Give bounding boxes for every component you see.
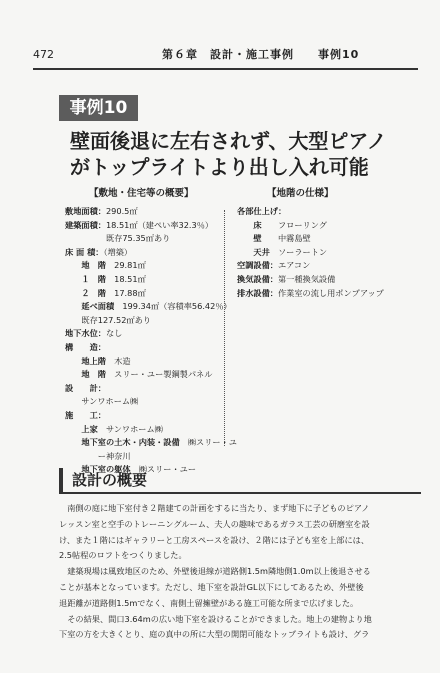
basement-spec-list — [237, 205, 422, 300]
spec-value: ー神奈川 — [65, 450, 131, 461]
body-line: レッスン室と空手のトレーニングルーム、夫人の趣味であるガラス工芸の研磨室を設 — [59, 518, 370, 529]
spec-key: 延べ面積 — [65, 301, 115, 312]
case-label: 事例10 — [59, 95, 138, 121]
spec-key: 設 計： — [65, 382, 106, 393]
chapter-title: 第６章 設計・施工事例 事例10 — [162, 48, 360, 61]
section-title: 設計の概要 — [72, 471, 148, 489]
spec-key: 換気設備： — [237, 273, 278, 284]
body-line: その結果、間口3.64mの広い地下室を設けることができました。地上の建物より地 — [59, 613, 372, 624]
spec-value: サンワホーム㈱ — [97, 423, 163, 434]
spec-value: 17.88㎡ — [105, 287, 146, 298]
spec-key: 地下室の土木・内装・設備 — [65, 437, 180, 448]
spec-line — [65, 450, 220, 464]
spec-line — [65, 382, 220, 396]
spec-line — [65, 423, 220, 437]
case-title — [70, 128, 410, 180]
spec-value: なし — [105, 328, 123, 339]
spec-value: 既存127.52㎡あり — [65, 314, 151, 325]
spec-value: エアコン — [277, 260, 311, 271]
body-line: 建築現場は風致地区のため、外壁後退線が道路側1.5m隣地側1.0m以上後退させる — [59, 566, 371, 577]
header-rule — [33, 68, 418, 70]
body-line: 南側の庭に地下室付き２階建ての計画をするに当たり、まず地下に子どものピアノ — [59, 503, 370, 513]
body-line: 2.5帖程のロフトをつくりました。 — [59, 550, 187, 561]
body-line: 退距離が道路側1.5mでなく、南側土留擁壁がある施工可能な所まで広げました。 — [59, 597, 359, 608]
spec-key: 地 階 — [65, 260, 106, 271]
spec-key: 壁 — [237, 233, 262, 244]
spec-key: 天井 — [237, 246, 270, 257]
spec-line — [65, 287, 220, 301]
spec-line — [65, 436, 237, 450]
spec-value: 199.34㎡（容積率56.42％） — [114, 301, 232, 312]
heading-bar — [59, 468, 63, 492]
spec-key: 床 — [237, 219, 262, 230]
spec-value: 第一種換気設備 — [277, 273, 336, 284]
spec-key: 建築面積： — [65, 219, 106, 230]
spec-line — [65, 395, 220, 409]
spec-key: 構 造： — [65, 341, 106, 352]
spec-line — [65, 368, 220, 382]
spec-line — [237, 287, 422, 301]
spec-key: 各部仕上げ： — [237, 206, 287, 216]
spec-key: 空調設備： — [237, 260, 278, 271]
spec-key: 上家 — [65, 423, 98, 434]
spec-value: 18.51㎡（建ぺい率32.3％） — [105, 219, 214, 230]
spec-key: 地下水位： — [65, 328, 106, 339]
spec-value: 作業室の流し用ポンプアップ — [277, 287, 384, 298]
spec-line — [237, 273, 422, 287]
spec-line — [237, 205, 422, 219]
spec-line — [237, 219, 422, 233]
spec-line — [65, 355, 220, 369]
spec-value: ㈱スリー・ユー — [130, 464, 197, 475]
spec-key: 地上階 — [65, 355, 106, 366]
spec-line — [65, 327, 220, 341]
spec-key: ２ 階 — [65, 287, 106, 298]
spec-key: 地下室の躯体 — [65, 464, 131, 475]
spec-value: 29.81㎡ — [105, 260, 146, 271]
design-overview-body — [59, 501, 419, 643]
spec-line — [65, 246, 220, 260]
spec-key: 床 面 積： — [65, 246, 104, 257]
page-number: 472 — [33, 48, 54, 61]
body-line: け、また１階にはギャラリーと工房スペースを設け、２階には子ども室を上部には、 — [59, 534, 370, 545]
spec-value: フローリング — [261, 219, 327, 230]
spec-value: 中霧島壁 — [261, 233, 311, 244]
spec-line — [65, 409, 220, 423]
spec-value: 18.51㎡ — [105, 273, 146, 284]
column-divider — [224, 210, 225, 446]
design-overview-heading — [59, 468, 421, 494]
spec-line — [65, 341, 220, 355]
spec-value: サンワホーム㈱ — [65, 396, 139, 407]
spec-line — [65, 300, 232, 314]
spec-key: １ 階 — [65, 273, 106, 284]
spec-key: 施 工： — [65, 409, 106, 420]
spec-value: ソーラートン — [269, 246, 328, 257]
spec-line — [65, 232, 220, 246]
spec-line — [237, 246, 422, 260]
spec-value: ㈱スリー・ユ — [179, 437, 237, 448]
spec-line — [65, 205, 220, 219]
body-line: ことが基本となっています。ただし、地下室を設計GL以下にしてあるため、外壁後 — [59, 581, 364, 592]
spec-line — [237, 259, 422, 273]
site-overview-list — [65, 205, 237, 477]
spec-line — [65, 219, 220, 233]
spec-value: 既存75.35㎡あり — [65, 233, 171, 244]
site-overview-heading: 【敷地・住宅等の概要】 — [89, 188, 194, 199]
body-line: 下室の方を大きくとり、庭の真中の所に大型の開閉可能なトップライトも設け、グラ — [59, 629, 370, 640]
page-header — [0, 0, 440, 74]
basement-spec-heading: 【地階の仕様】 — [267, 188, 334, 199]
case-title-line: がトップライトより出し入れ可能 — [70, 155, 369, 179]
spec-key: 敷地面積： — [65, 206, 106, 216]
spec-line — [65, 273, 220, 287]
spec-key: 地 階 — [65, 369, 106, 380]
spec-line — [65, 314, 220, 328]
spec-line — [65, 259, 220, 273]
spec-value: スリー・ユー製鋼製パネル — [105, 369, 213, 380]
spec-value: （増築） — [103, 246, 133, 257]
case-title-line: 壁面後退に左右されず、大型ピアノ — [70, 129, 387, 153]
spec-line — [237, 232, 422, 246]
spec-value: 290.5㎡ — [105, 206, 138, 216]
spec-value: 木造 — [105, 355, 131, 366]
spec-key: 排水設備： — [237, 287, 278, 298]
